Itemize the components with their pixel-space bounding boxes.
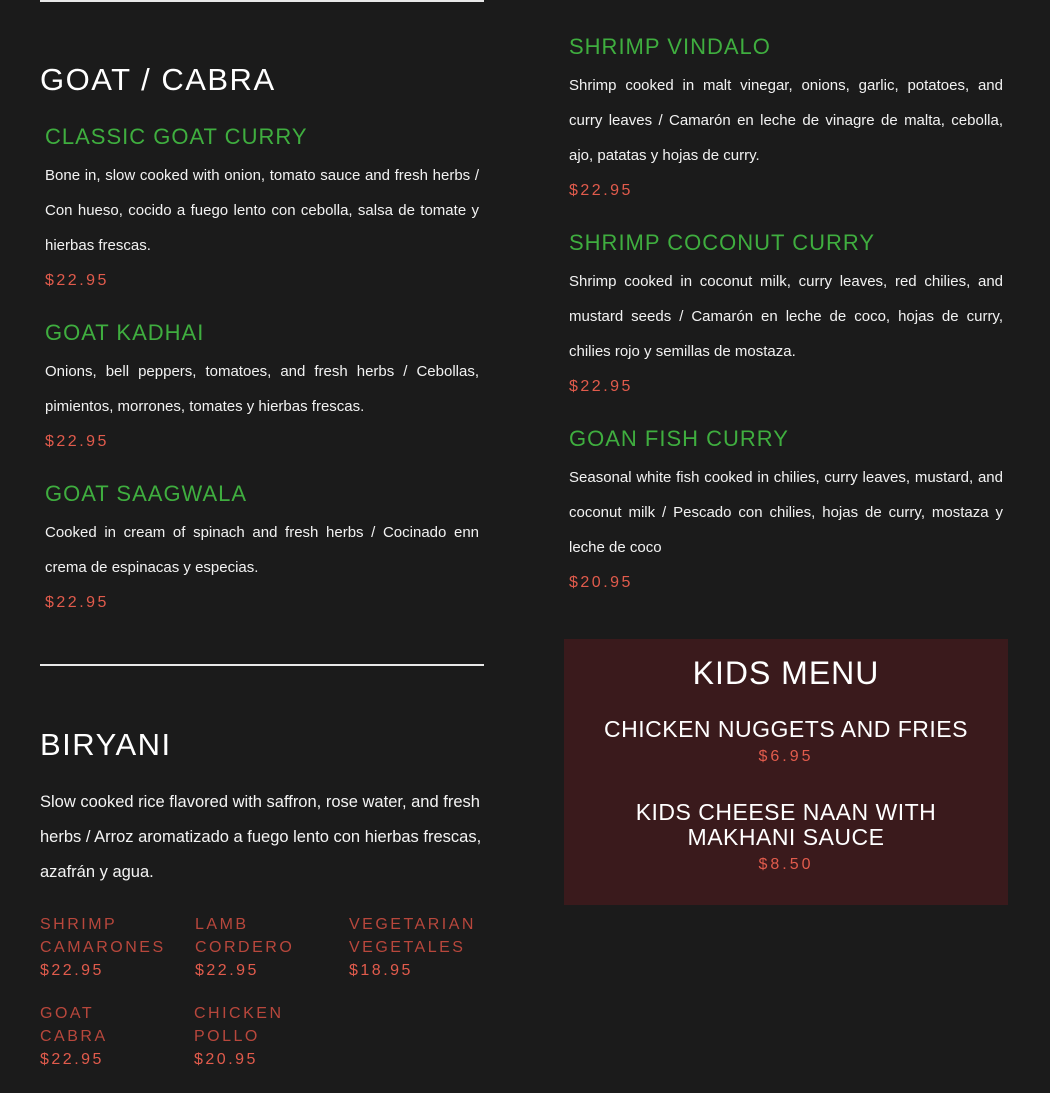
goat-section-title: GOAT / CABRA <box>40 62 276 97</box>
item-price: $22.95 <box>45 594 109 611</box>
biryani-section-title: BIRYANI <box>40 727 172 762</box>
option-label-es: CABRA <box>40 1028 108 1045</box>
option-label: SHRIMP <box>40 916 118 933</box>
menu-item-goat-kadhai <box>45 320 479 454</box>
item-description: Cooked in cream of spinach and fresh herbs / Cocinado enn crema de espinacas y especias. <box>45 524 479 576</box>
item-price: $22.95 <box>569 182 633 199</box>
item-description: Bone in, slow cooked with onion, tomato sauce and fresh herbs / Con hueso, cocido a fuego lento con cebolla, salsa de tomate y hierbas frescas. <box>45 167 479 254</box>
kids-item-chicken-nuggets <box>584 717 988 768</box>
biryani-option-lamb <box>195 913 345 982</box>
item-title: CLASSIC GOAT CURRY <box>45 124 308 149</box>
item-price: $22.95 <box>569 378 633 395</box>
option-label: GOAT <box>40 1005 95 1022</box>
item-price: $22.95 <box>45 272 109 289</box>
menu-item-shrimp-coconut-curry <box>569 230 1003 399</box>
item-description: Shrimp cooked in malt vinegar, onions, garlic, potatoes, and curry leaves / Camarón en leche de vinagre de malta, cebolla, ajo, patatas y hojas de curry. <box>569 77 1003 164</box>
kids-item-price: $6.95 <box>758 748 814 765</box>
item-title: GOAN FISH CURRY <box>569 426 789 451</box>
biryani-description: Slow cooked rice flavored with saffron, rose water, and fresh herbs / Arroz aromatizado a fuego lento con hierbas frescas, azafrán y agua. <box>40 793 482 881</box>
option-label: VEGETARIAN <box>349 916 476 933</box>
item-description: Onions, bell peppers, tomatoes, and fresh herbs / Cebollas, pimientos, morrones, tomates y hierbas frescas. <box>45 363 479 415</box>
item-title: SHRIMP VINDALO <box>569 34 771 59</box>
menu-item-goat-saagwala <box>45 481 479 615</box>
menu-item-goan-fish-curry <box>569 426 1003 595</box>
biryani-option-shrimp <box>40 913 190 982</box>
option-price: $22.95 <box>40 962 104 979</box>
menu-item-shrimp-vindalo <box>569 34 1003 203</box>
item-title: SHRIMP COCONUT CURRY <box>569 230 876 255</box>
kids-menu-box <box>564 639 1008 905</box>
option-label-es: POLLO <box>194 1028 260 1045</box>
option-label: CHICKEN <box>194 1005 284 1022</box>
item-description: Shrimp cooked in coconut milk, curry leaves, red chilies, and mustard seeds / Camarón en leche de coco, hojas de curry, chilies rojo y semillas de mostaza. <box>569 273 1003 360</box>
option-price: $18.95 <box>349 962 413 979</box>
kids-item-title: KIDS CHEESE NAAN WITH MAKHANI SAUCE <box>635 799 937 850</box>
top-divider <box>40 0 484 2</box>
menu-item-classic-goat-curry <box>45 124 479 293</box>
kids-item-title: CHICKEN NUGGETS AND FRIES <box>604 716 968 742</box>
option-price: $22.95 <box>195 962 259 979</box>
option-price: $20.95 <box>194 1051 258 1068</box>
option-label-es: CAMARONES <box>40 939 166 956</box>
kids-item-cheese-naan <box>584 800 988 876</box>
item-title: GOAT SAAGWALA <box>45 481 248 506</box>
item-description: Seasonal white fish cooked in chilies, curry leaves, mustard, and coconut milk / Pescado con chilies, hojas de curry, mostaza y leche de coco <box>569 469 1003 556</box>
option-label: LAMB <box>195 916 249 933</box>
option-label-es: VEGETALES <box>349 939 466 956</box>
biryani-option-vegetarian <box>349 913 499 982</box>
option-label-es: CORDERO <box>195 939 295 956</box>
item-price: $20.95 <box>569 574 633 591</box>
biryani-option-chicken <box>194 1002 344 1071</box>
biryani-options-grid <box>40 913 484 1083</box>
kids-menu-title: KIDS MENU <box>692 655 880 691</box>
kids-item-price: $8.50 <box>758 856 814 873</box>
biryani-option-goat <box>40 1002 190 1071</box>
section-divider <box>40 664 484 666</box>
item-title: GOAT KADHAI <box>45 320 205 345</box>
option-price: $22.95 <box>40 1051 104 1068</box>
item-price: $22.95 <box>45 433 109 450</box>
